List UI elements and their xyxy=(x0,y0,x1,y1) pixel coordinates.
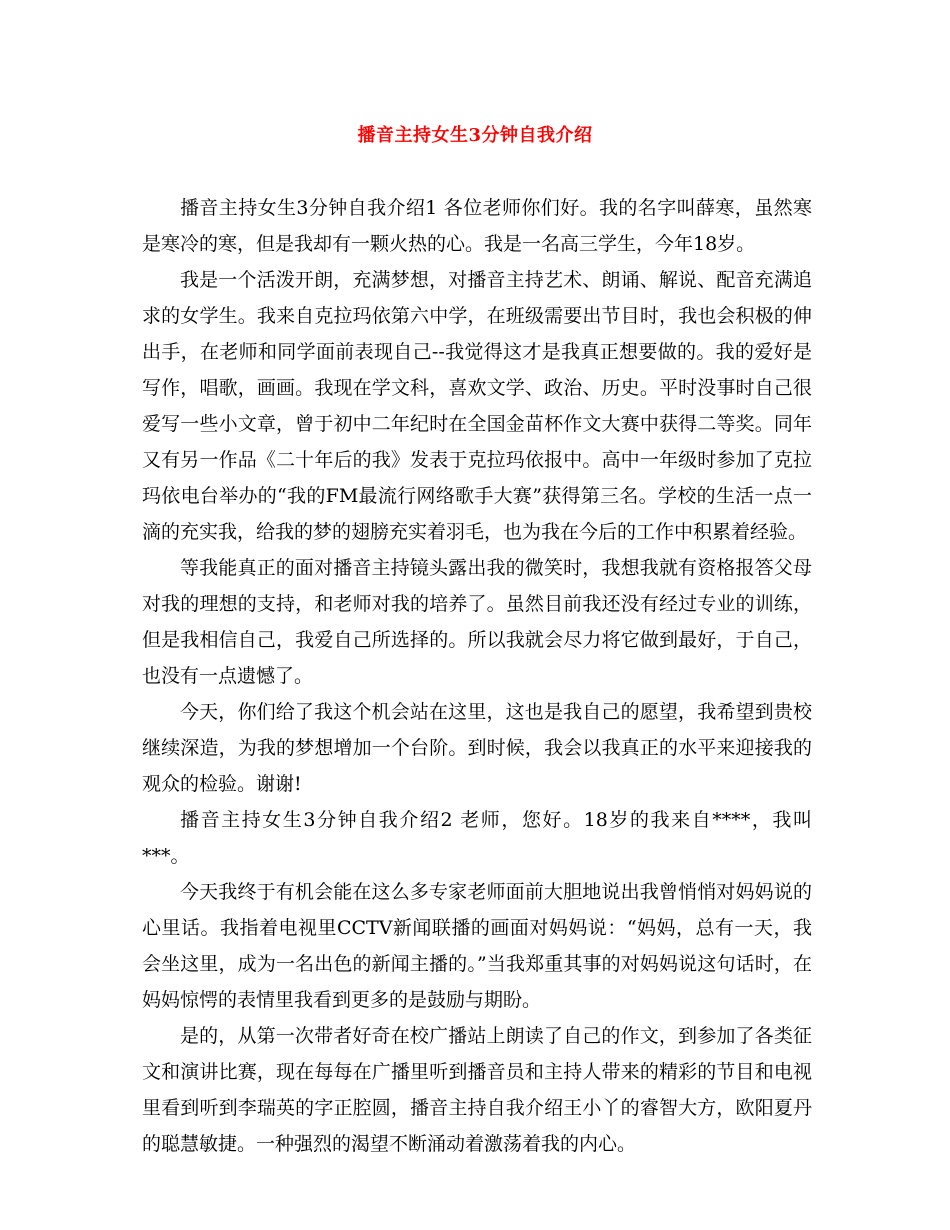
paragraph-1: 播音主持女生3分钟自我介绍1 各位老师你们好。我的名字叫薛寒，虽然寒是寒冷的寒，但是我却有一颗火热的心。我是一名高三学生，今年18岁。 xyxy=(142,197,812,255)
paragraph-5: 播音主持女生3分钟自我介绍2 老师，您好。18岁的我来自****，我叫***。 xyxy=(142,809,812,867)
document-body xyxy=(142,190,812,1162)
paragraph-4: 今天，你们给了我这个机会站在这里，这也是我自己的愿望，我希望到贵校继续深造，为我的梦想增加一个台阶。到时候，我会以我真正的水平来迎接我的观众的检验。谢谢! xyxy=(142,701,812,795)
paragraph-2: 我是一个活泼开朗，充满梦想，对播音主持艺术、朗诵、解说、配音充满追求的女学生。我来自克拉玛依第六中学，在班级需要出节目时，我也会积极的伸出手，在老师和同学面前表现自己--我觉得这才是我真正想要做的。我的爱好是写作，唱歌，画画。我现在学文科，喜欢文学、政治、历史。平时没事时自己很爱写一些小文章，曾于初中二年纪时在全国金苗杯作文大赛中获得二等奖。同年又有另一作品《二十年后的我》发表于克拉玛依报中。高中一年级时参加了克拉玛依电台举办的“我的FM最流行网络歌手大赛”获得第三名。学校的生活一点一滴的充实我，给我的梦的翅膀充实着羽毛，也为我在今后的工作中积累着经验。 xyxy=(142,269,812,543)
paragraph-6: 今天我终于有机会能在这么多专家老师面前大胆地说出我曾悄悄对妈妈说的心里话。我指着电视里CCTV新闻联播的画面对妈妈说：“妈妈，总有一天，我会坐这里，成为一名出色的新闻主播的。”当我郑重其事的对妈妈说这句话时，在妈妈惊愕的表情里我看到更多的是鼓励与期盼。 xyxy=(142,881,812,1011)
paragraph-7: 是的，从第一次带者好奇在校广播站上朗读了自己的作文，到参加了各类征文和演讲比赛，现在每每在广播里听到播音员和主持人带来的精彩的节目和电视里看到听到李瑞英的字正腔圆，播音主持自我介绍王小丫的睿智大方，欧阳夏丹的聪慧敏捷。一种强烈的渴望不断涌动着激荡着我的内心。 xyxy=(142,1025,812,1155)
document-title: 播音主持女生3分钟自我介绍 xyxy=(357,125,593,146)
paragraph-3: 等我能真正的面对播音主持镜头露出我的微笑时，我想我就有资格报答父母对我的理想的支持，和老师对我的培养了。虽然目前我还没有经过专业的训练，但是我相信自己，我爱自己所选择的。所以我就会尽力将它做到最好，于自己，也没有一点遗憾了。 xyxy=(142,557,812,687)
